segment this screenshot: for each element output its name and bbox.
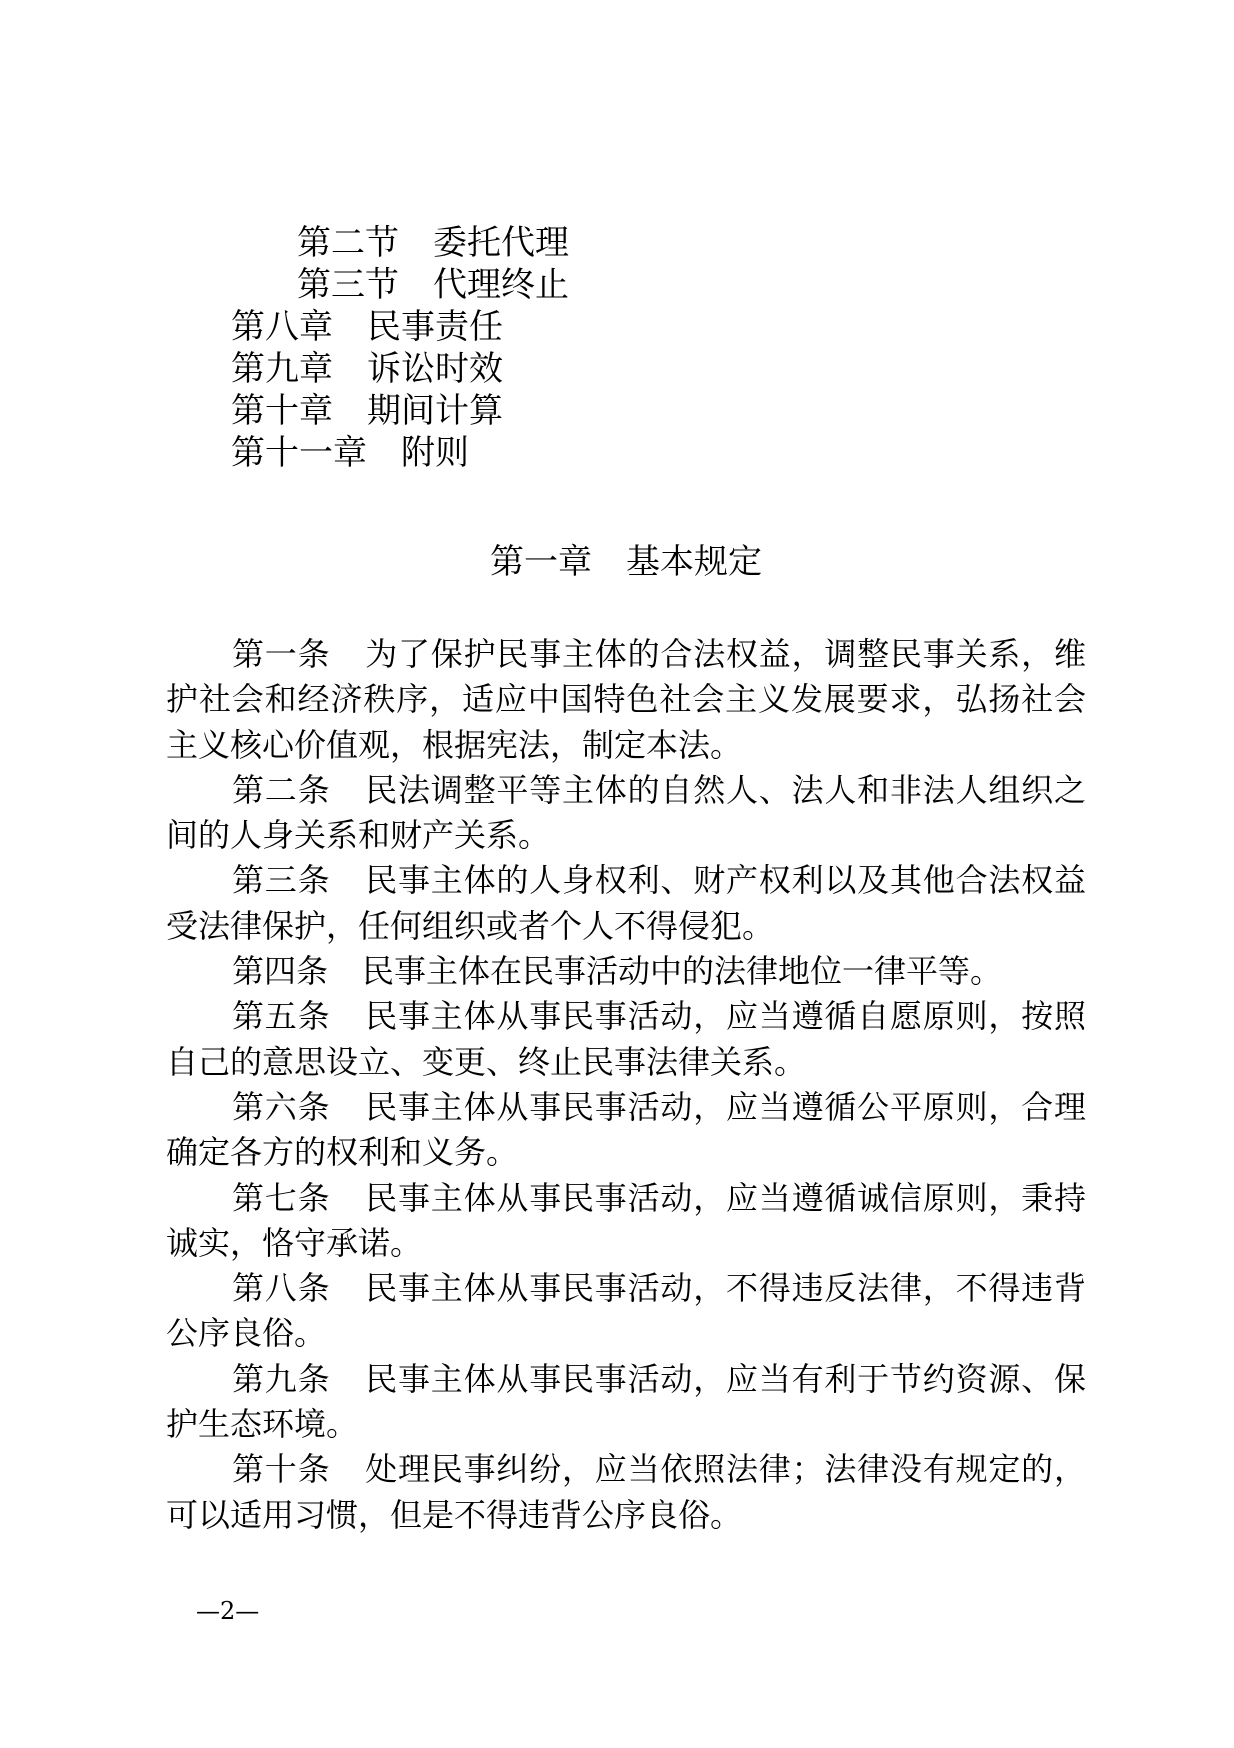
article-text: 处理民事纠纷，应当依照法律；法律没有规定的，可以适用习惯，但是不得违背公序良俗。 [166,1450,1086,1534]
article-text: 民事主体从事民事活动，应当有利于节约资源、保护生态环境。 [166,1359,1086,1444]
toc-item-name: 附则 [401,433,469,473]
toc-item-section-2 [297,223,569,263]
article-text: 为了保护民事主体的合法权益，调整民事关系，维护社会和经济秩序，适应中国特色社会主义发展要求，弘扬社会主义核心价值观，根据宪法，制定本法。 [166,635,1086,764]
article-number: 第一条 [232,635,331,673]
toc-item-title: 第十章 [231,391,333,431]
toc-item-title: 第三节 [297,265,399,305]
article-number: 第四条 [232,952,329,991]
article-text: 民事主体从事民事活动，不得违反法律，不得违背公序良俗。 [166,1269,1086,1353]
toc-item-name: 期间计算 [367,391,503,431]
article-6 [166,1085,1086,1176]
toc-item-title: 第八章 [231,307,333,347]
chapter-name: 基本规定 [626,542,762,582]
article-1 [166,632,1086,768]
article-4 [166,949,1086,994]
article-text: 民事主体在民事活动中的法律地位一律平等。 [362,952,1003,991]
toc-item-name: 诉讼时效 [367,349,503,389]
toc-item-title: 第二节 [297,223,399,263]
chapter-title: 第一章 [490,542,592,582]
article-number: 第九条 [232,1359,331,1398]
article-number: 第三条 [232,861,331,900]
article-text: 民事主体从事民事活动，应当遵循自愿原则，按照自己的意思设立、变更、终止民事法律关系。 [166,997,1086,1081]
toc-item-chapter-10 [231,391,503,431]
article-8 [166,1266,1086,1357]
article-5 [166,994,1086,1085]
toc-item-title: 第九章 [231,349,333,389]
toc-item-chapter-9 [231,349,503,389]
articles [166,632,1086,1538]
toc-item-chapter-8 [231,307,503,347]
article-9 [166,1357,1086,1448]
toc-item-name: 代理终止 [433,265,569,305]
article-text: 民事主体的人身权利、财产权利以及其他合法权益受法律保护，任何组织或者个人不得侵犯。 [166,861,1086,945]
page-number: —2— [196,1597,260,1625]
article-number: 第二条 [232,770,331,809]
article-10 [166,1447,1086,1538]
chapter-heading [490,542,762,582]
article-number: 第十条 [232,1450,331,1489]
article-text: 民事主体从事民事活动，应当遵循诚信原则，秉持诚实，恪守承诺。 [166,1178,1086,1262]
article-text: 民法调整平等主体的自然人、法人和非法人组织之间的人身关系和财产关系。 [166,770,1086,855]
article-number: 第七条 [232,1178,331,1217]
article-number: 第六条 [232,1087,331,1126]
article-7 [166,1176,1086,1267]
toc-item-chapter-11 [231,433,469,473]
article-number: 第八条 [232,1269,331,1308]
article-text: 民事主体从事民事活动，应当遵循公平原则，合理确定各方的权利和义务。 [166,1087,1086,1172]
article-number: 第五条 [232,997,331,1036]
toc-item-name: 民事责任 [367,307,503,347]
article-2 [166,768,1086,859]
toc-item-name: 委托代理 [433,223,569,263]
toc-item-section-3 [297,265,569,305]
toc-item-title: 第十一章 [231,433,367,473]
article-3 [166,858,1086,949]
